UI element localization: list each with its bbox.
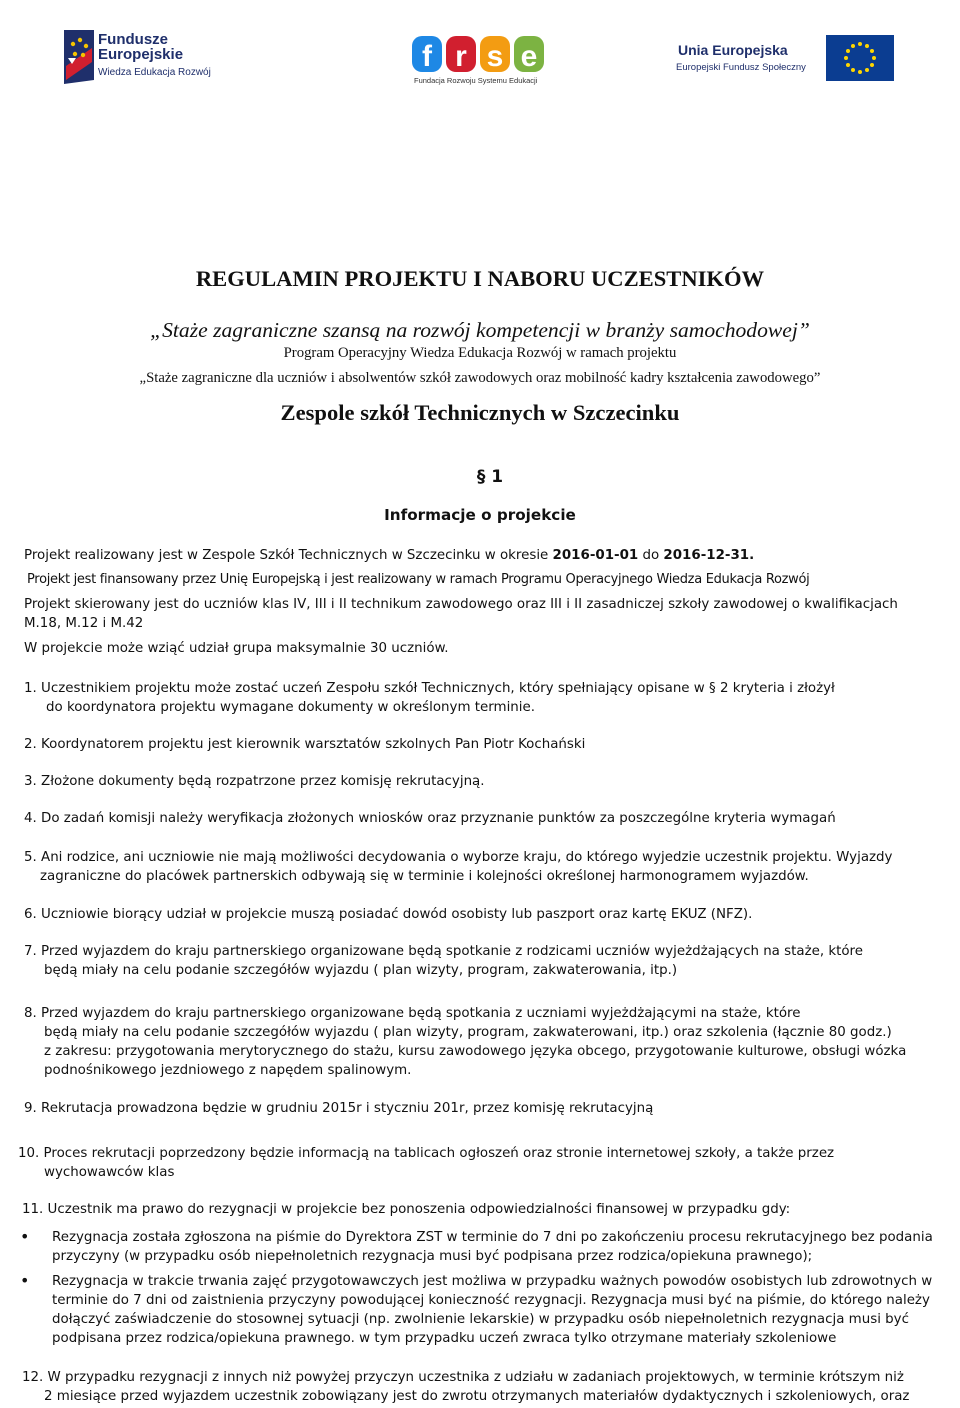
item-8-line-3: z zakresu: przygotowania merytorycznego do stażu, kursu zawodowego języka obcego, przygotowanie kulturowe, obsługi wózka [44,1044,907,1059]
section-title: Informacje o projekcie [384,506,576,524]
bullet-2-line-4: podpisana przez rodzica/opiekuna prawnego. w tym przypadku uczeń zwraca tylko otrzymane materiały szkoleniowe [52,1331,837,1346]
item-8-line-2: będą miały na celu podanie szczegółów wyjazdu ( plan wizyty, program, zakwaterowani, itp.) oraz szkolenia (łącznie 80 godz.) [44,1025,892,1040]
item-12-line-1: 12. W przypadku rezygnacji z innych niż powyżej przyczyn uczestnika z udziału w zadaniach projektowych, w terminie krótszym niż [22,1370,904,1385]
unia-europejska-logo [674,32,899,84]
svg-text:f: f [422,40,432,73]
frse-logo [410,32,570,90]
intro-paragraph-4: W projekcie może wziąć udział grupa maksymalnie 30 uczniów. [24,641,449,656]
item-6: 6. Uczniowie biorący udział w projekcie muszą posiadać dowód osobisty lub paszport oraz kartę EKUZ (NFZ). [24,907,753,922]
end-date: 2016-12-31. [663,548,755,563]
item-11: 11. Uczestnik ma prawo do rezygnacji w projekcie bez ponoszenia odpowiedzialności finansowej w przypadku gdy: [22,1202,791,1217]
frse-subtitle: Fundacja Rozwoju Systemu Edukacji [414,76,538,85]
intro-p1-text: Projekt realizowany jest w Zespole Szkół Technicznych w Szczecinku w okresie [24,548,553,563]
program-line: Program Operacyjny Wiedza Edukacja Rozwój w ramach projektu [283,345,677,361]
section-number: § 1 [476,467,504,487]
item-5-line-1: 5. Ani rodzice, ani uczniowie nie mają możliwości decydowania o wyborze kraju, do którego wyjedzie uczestnik projektu. Wyjazdy [24,850,893,865]
item-7-line-2: będą miały na celu podanie szczegółów wyjazdu ( plan wizyty, program, zakwaterowania, itp.) [44,963,678,978]
svg-text:r: r [455,40,467,73]
item-10-line-1: 10. Proces rekrutacji poprzedzony będzie informacją na tablicach ogłoszeń oraz stronie internetowej szkoły, a także przez [18,1146,835,1161]
bullet-1-marker: • [20,1227,30,1246]
svg-text:e: e [520,40,538,73]
ue-title: Unia Europejska [678,42,788,58]
item-8-line-4: podnośnikowego jezdniowego z napędem spalinowym. [44,1063,412,1078]
item-5-line-2: zagraniczne do placówek partnerskich odbywają się w terminie i kolejności określonej harmonogramem wyjazdów. [40,869,809,884]
bullet-2-line-1: Rezygnacja w trakcie trwania zajęć przygotowawczych jest możliwa w przypadku ważnych powodów osobistych lub zdrowotnych w [52,1274,933,1289]
item-1-line-2: do koordynatora projektu wymagane dokumenty w określonym terminie. [46,700,535,715]
bullet-2-marker: • [20,1271,30,1290]
intro-paragraph-3-line-1: Projekt skierowany jest do uczniów klas IV, III i II technikum zawodowego oraz III i II zasadniczej szkoły zawodowej o kwalifikacjach [24,597,898,612]
bullet-2-line-3: dołączyć zaświadczenie do stosownej sytuacji (np. zwolnienie lekarskie) w przypadku osób niepełnoletnich rezygnacja musi być [52,1312,909,1327]
fe-line2: Europejskie [98,46,184,63]
intro-paragraph-2: Projekt jest finansowany przez Unię Europejską i jest realizowany w ramach Programu Operacyjnego Wiedza Edukacja Rozwój [27,572,810,587]
item-2: 2. Koordynatorem projektu jest kierownik warsztatów szkolnych Pan Piotr Kochański [24,737,586,752]
fe-subtitle: Wiedza Edukacja Rozwój [98,67,211,78]
svg-text:s: s [486,40,504,73]
item-12-line-2: 2 miesiące przed wyjazdem uczestnik zobowiązany jest do zwrotu otrzymanych materiałów dydaktycznych i szkoleniowych, oraz [44,1389,910,1404]
ue-subtitle: Europejski Fundusz Społeczny [676,62,806,73]
fundusze-europejskie-logo [62,28,252,90]
intro-paragraph-1 [24,546,754,565]
intro-paragraph-3-line-2: M.18, M.12 i M.42 [24,616,144,631]
project-name: „Staże zagraniczne szansą na rozwój kompetencji w branży samochodowej” [150,318,810,342]
document-title: REGULAMIN PROJEKTU I NABORU UCZESTNIKÓW [195,266,765,291]
item-7-line-1: 7. Przed wyjazdem do kraju partnerskiego organizowane będą spotkanie z rodzicami uczniów wyjeżdżających na staże, które [24,944,863,959]
bullet-1-line-1: Rezygnacja została zgłoszona na piśmie do Dyrektora ZST w terminie do 7 dni po zakończeniu procesu rekrutacyjnego bez podania [52,1230,933,1245]
item-1-line-1: 1. Uczestnikiem projektu może zostać uczeń Zespołu szkół Technicznych, który spełniający opisane w § 2 kryteria i złożył [24,681,835,696]
item-9: 9. Rekrutacja prowadzona będzie w grudniu 2015r i styczniu 201r, przez komisję rekrutacyjną [24,1101,654,1116]
school-name: Zespole szkół Technicznych w Szczecinku [280,400,680,425]
subproject-line: „Staże zagraniczne dla uczniów i absolwentów szkół zawodowych oraz mobilność kadry kształcenia zawodowego” [139,370,821,386]
start-date: 2016-01-01 [552,548,639,563]
bullet-1-line-2: przyczyny (w przypadku osób niepełnoletnich rezygnacja musi być podpisana przez rodzica/opiekuna prawnego); [52,1249,813,1264]
item-10-line-2: wychowawców klas [44,1165,175,1180]
item-4: 4. Do zadań komisji należy weryfikacja złożonych wniosków oraz przyznanie punktów za poszczególne kryteria wymagań [24,811,836,826]
item-8-line-1: 8. Przed wyjazdem do kraju partnerskiego organizowane będą spotkania z uczniami wyjeżdżającymi na staże, które [24,1006,801,1021]
fe-line1: Fundusze [98,31,168,48]
intro-p1-mid: do [638,548,664,563]
item-3: 3. Złożone dokumenty będą rozpatrzone przez komisję rekrutacyjną. [24,774,485,789]
eu-flag-icon [826,35,894,81]
bullet-2-line-2: terminie do 7 dni od zaistnienia przyczyny powodującej konieczność rezygnacji. Rezygnacja musi być na piśmie, do którego należy [52,1293,930,1308]
fundusze-europejskie-emblem-icon [62,28,96,86]
frse-letters-icon [410,32,560,76]
